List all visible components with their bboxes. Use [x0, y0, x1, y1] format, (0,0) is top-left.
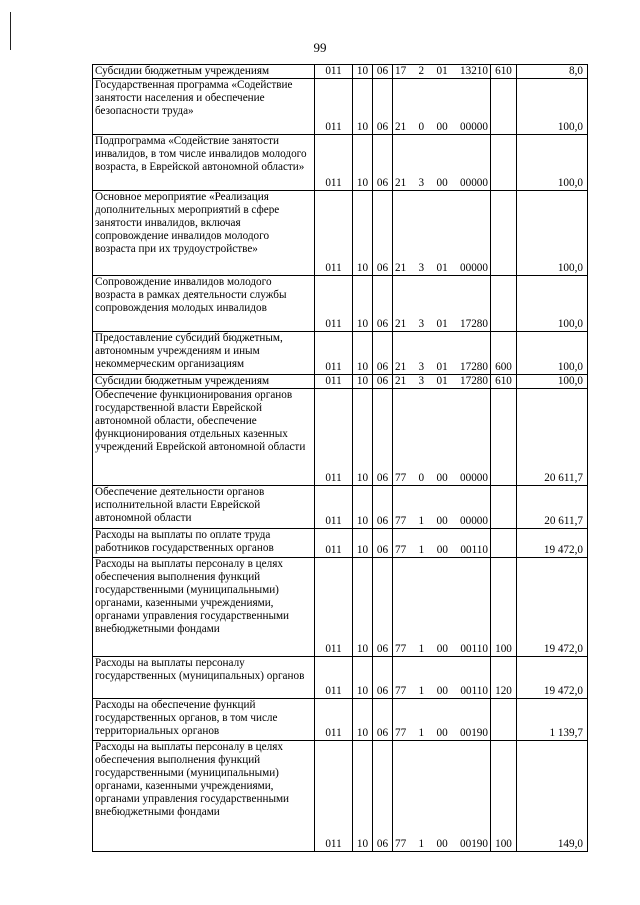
- target-code-part: 77: [395, 643, 407, 655]
- section-code: 10: [353, 65, 373, 79]
- target-code-part: 21: [395, 121, 407, 133]
- target-code-part: 21: [395, 262, 407, 274]
- section-code: 10: [353, 135, 373, 191]
- subsection-code: 06: [373, 332, 393, 375]
- table-row: [93, 375, 588, 389]
- target-code-part: 01: [436, 361, 448, 373]
- target-article-code: [393, 191, 491, 276]
- subsection-code: 06: [373, 486, 393, 529]
- row-name: Расходы на выплаты персоналу государственных (муниципальных) органов: [93, 657, 315, 699]
- target-article-code: [393, 529, 491, 558]
- amount: 20 611,7: [517, 389, 588, 486]
- row-name: Предоставление субсидий бюджетным, автономным учреждениям и иным некоммерческим организациям: [93, 332, 315, 375]
- target-code-part: 00: [436, 643, 448, 655]
- subsection-code: 06: [373, 79, 393, 135]
- target-code-part: 77: [395, 515, 407, 527]
- expense-type-code: [491, 191, 517, 276]
- amount: 20 611,7: [517, 486, 588, 529]
- ministry-code: 011: [315, 741, 353, 852]
- target-code-part: 1: [418, 685, 425, 697]
- section-code: 10: [353, 389, 373, 486]
- section-code: 10: [353, 375, 373, 389]
- row-name: Обеспечение деятельности органов исполнительной власти Еврейской автономной области: [93, 486, 315, 529]
- target-code-part: 21: [395, 177, 407, 189]
- target-code-part: 3: [418, 318, 425, 330]
- ministry-code: 011: [315, 486, 353, 529]
- target-code-part: 17280: [460, 361, 488, 373]
- section-code: 10: [353, 699, 373, 741]
- target-code-part: 00190: [460, 727, 488, 739]
- target-code-part: 3: [418, 177, 425, 189]
- target-code-part: 3: [418, 375, 425, 387]
- subsection-code: 06: [373, 529, 393, 558]
- budget-table: [92, 64, 588, 852]
- target-code-part: 00000: [460, 262, 488, 274]
- row-name: Расходы на выплаты по оплате труда работников государственных органов: [93, 529, 315, 558]
- amount: 100,0: [517, 135, 588, 191]
- target-code-part: 01: [436, 65, 448, 77]
- target-code-part: 00110: [460, 685, 488, 697]
- row-name: Субсидии бюджетным учреждениям: [93, 375, 315, 389]
- target-code-part: 1: [418, 643, 425, 655]
- target-code-part: 1: [418, 838, 425, 850]
- section-code: 10: [353, 191, 373, 276]
- row-name: Обеспечение функционирования органов государственной власти Еврейской автономной области, обеспечение функционирования отдельных казенных учреждений Еврейской автономной области: [93, 389, 315, 486]
- table-row: [93, 741, 588, 852]
- amount: 100,0: [517, 79, 588, 135]
- amount: 100,0: [517, 191, 588, 276]
- target-code-part: 00: [436, 727, 448, 739]
- expense-type-code: 120: [491, 657, 517, 699]
- table-row: [93, 191, 588, 276]
- expense-type-code: [491, 699, 517, 741]
- subsection-code: 06: [373, 65, 393, 79]
- page-number: 99: [313, 40, 327, 55]
- target-code-part: 77: [395, 472, 407, 484]
- target-article-code: [393, 135, 491, 191]
- row-name: Расходы на обеспечение функций государственных органов, в том числе территориальных органов: [93, 699, 315, 741]
- target-article-code: [393, 486, 491, 529]
- target-article-code: [393, 332, 491, 375]
- section-code: 10: [353, 276, 373, 332]
- target-code-part: 01: [436, 262, 448, 274]
- amount: 100,0: [517, 375, 588, 389]
- expense-type-code: [491, 529, 517, 558]
- row-name: Расходы на выплаты персоналу в целях обеспечения выполнения функций государственными (муниципальными) органами, казенными учреждениями, органами управления государственными внебюджетными фондами: [93, 558, 315, 657]
- subsection-code: 06: [373, 389, 393, 486]
- table-row: [93, 657, 588, 699]
- expense-type-code: 100: [491, 741, 517, 852]
- expense-type-code: [491, 389, 517, 486]
- target-code-part: 77: [395, 838, 407, 850]
- target-code-part: 1: [418, 515, 425, 527]
- row-name: Сопровождение инвалидов молодого возраста в рамках деятельности службы сопровождения молодых инвалидов: [93, 276, 315, 332]
- amount: 1 139,7: [517, 699, 588, 741]
- target-article-code: [393, 276, 491, 332]
- target-code-part: 00110: [460, 643, 488, 655]
- target-code-part: 17: [395, 65, 407, 77]
- amount: 8,0: [517, 65, 588, 79]
- subsection-code: 06: [373, 191, 393, 276]
- expense-type-code: [491, 79, 517, 135]
- table-row: [93, 486, 588, 529]
- ministry-code: 011: [315, 65, 353, 79]
- subsection-code: 06: [373, 657, 393, 699]
- target-article-code: [393, 699, 491, 741]
- target-code-part: 21: [395, 318, 407, 330]
- section-code: 10: [353, 79, 373, 135]
- target-code-part: 1: [418, 544, 425, 556]
- target-code-part: 00: [436, 515, 448, 527]
- target-code-part: 1: [418, 727, 425, 739]
- row-name: Подпрограмма «Содействие занятости инвалидов, в том числе инвалидов молодого возраста, в Еврейской автономной области»: [93, 135, 315, 191]
- amount: 19 472,0: [517, 558, 588, 657]
- table-row: [93, 79, 588, 135]
- subsection-code: 06: [373, 276, 393, 332]
- expense-type-code: 610: [491, 65, 517, 79]
- expense-type-code: [491, 486, 517, 529]
- table-row: [93, 529, 588, 558]
- table-row: [93, 65, 588, 79]
- target-article-code: [393, 741, 491, 852]
- table-row: [93, 332, 588, 375]
- target-code-part: 77: [395, 685, 407, 697]
- target-code-part: 00190: [460, 838, 488, 850]
- row-name: Государственная программа «Содействие занятости населения и обеспечение безопасности труда»: [93, 79, 315, 135]
- amount: 100,0: [517, 332, 588, 375]
- target-code-part: 00: [436, 121, 448, 133]
- target-article-code: [393, 375, 491, 389]
- target-code-part: 00: [436, 472, 448, 484]
- target-code-part: 00: [436, 838, 448, 850]
- subsection-code: 06: [373, 558, 393, 657]
- ministry-code: 011: [315, 79, 353, 135]
- target-code-part: 3: [418, 262, 425, 274]
- target-code-part: 17280: [460, 375, 488, 387]
- table-row: [93, 558, 588, 657]
- target-article-code: [393, 65, 491, 79]
- target-article-code: [393, 657, 491, 699]
- target-code-part: 0: [418, 472, 425, 484]
- ministry-code: 011: [315, 389, 353, 486]
- target-code-part: 00: [436, 685, 448, 697]
- section-code: 10: [353, 332, 373, 375]
- target-article-code: [393, 79, 491, 135]
- target-code-part: 00: [436, 544, 448, 556]
- ministry-code: 011: [315, 135, 353, 191]
- target-code-part: 00000: [460, 177, 488, 189]
- ministry-code: 011: [315, 529, 353, 558]
- subsection-code: 06: [373, 135, 393, 191]
- ministry-code: 011: [315, 699, 353, 741]
- target-code-part: 21: [395, 361, 407, 373]
- target-article-code: [393, 558, 491, 657]
- target-code-part: 00000: [460, 472, 488, 484]
- section-code: 10: [353, 558, 373, 657]
- target-code-part: 17280: [460, 318, 488, 330]
- target-code-part: 01: [436, 375, 448, 387]
- amount: 100,0: [517, 276, 588, 332]
- target-code-part: 00110: [460, 544, 488, 556]
- expense-type-code: 100: [491, 558, 517, 657]
- expense-type-code: [491, 135, 517, 191]
- row-name: Основное мероприятие «Реализация дополнительных мероприятий в сфере занятости инвалидов, включая сопровождение инвалидов молодого возраста при их трудоустройстве»: [93, 191, 315, 276]
- target-code-part: 13210: [460, 65, 488, 77]
- amount: 19 472,0: [517, 529, 588, 558]
- subsection-code: 06: [373, 699, 393, 741]
- ministry-code: 011: [315, 558, 353, 657]
- target-code-part: 2: [418, 65, 425, 77]
- target-code-part: 21: [395, 375, 407, 387]
- row-name: Расходы на выплаты персоналу в целях обеспечения выполнения функций государственными (муниципальными) органами, казенными учреждениями, органами управления государственными внебюджетными фондами: [93, 741, 315, 852]
- table-row: [93, 699, 588, 741]
- subsection-code: 06: [373, 741, 393, 852]
- amount: 19 472,0: [517, 657, 588, 699]
- target-code-part: 01: [436, 318, 448, 330]
- target-code-part: 77: [395, 727, 407, 739]
- row-name: Субсидии бюджетным учреждениям: [93, 65, 315, 79]
- target-code-part: 77: [395, 544, 407, 556]
- ministry-code: 011: [315, 657, 353, 699]
- target-code-part: 3: [418, 361, 425, 373]
- target-code-part: 0: [418, 121, 425, 133]
- subsection-code: 06: [373, 375, 393, 389]
- section-code: 10: [353, 529, 373, 558]
- target-code-part: 00000: [460, 515, 488, 527]
- expense-type-code: 610: [491, 375, 517, 389]
- expense-type-code: [491, 276, 517, 332]
- target-code-part: 00000: [460, 121, 488, 133]
- table-row: [93, 135, 588, 191]
- table-row: [93, 389, 588, 486]
- ministry-code: 011: [315, 332, 353, 375]
- ministry-code: 011: [315, 276, 353, 332]
- section-code: 10: [353, 741, 373, 852]
- section-code: 10: [353, 486, 373, 529]
- ministry-code: 011: [315, 191, 353, 276]
- expense-type-code: 600: [491, 332, 517, 375]
- ministry-code: 011: [315, 375, 353, 389]
- table-row: [93, 276, 588, 332]
- target-code-part: 00: [436, 177, 448, 189]
- section-code: 10: [353, 657, 373, 699]
- amount: 149,0: [517, 741, 588, 852]
- target-article-code: [393, 389, 491, 486]
